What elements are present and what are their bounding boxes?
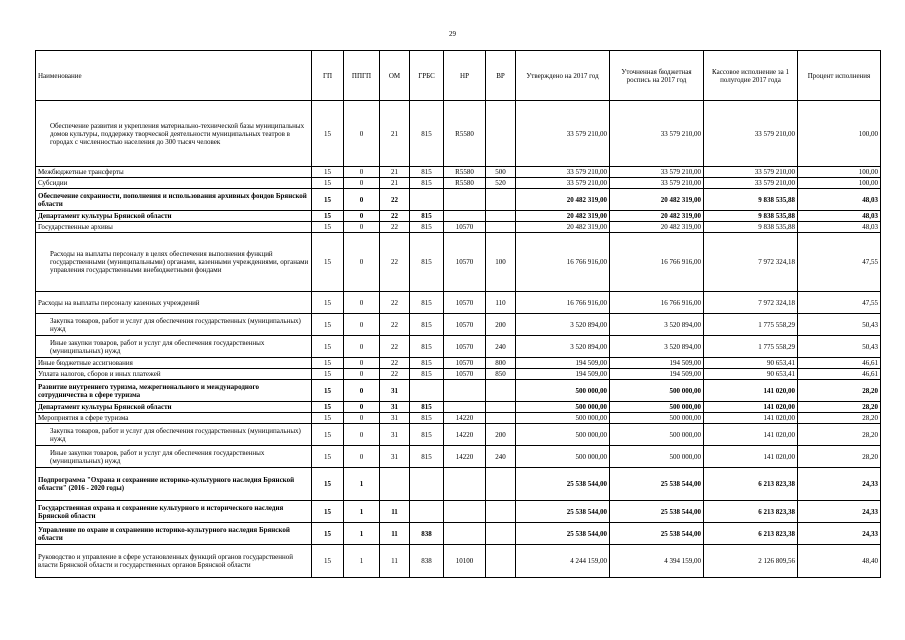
- cell-cash: 9 838 535,88: [704, 222, 798, 233]
- cell-cash: 33 579 210,00: [704, 101, 798, 167]
- cell-ppgp: 0: [344, 369, 380, 380]
- cell-ppgp: 1: [344, 468, 380, 501]
- table-row: [36, 402, 881, 413]
- cell-refined: 194 509,00: [610, 369, 704, 380]
- cell-nr: 10570: [444, 369, 486, 380]
- table-row: [36, 211, 881, 222]
- table-row: [36, 468, 881, 501]
- cell-grbs: 815: [410, 167, 444, 178]
- cell-gp: 15: [312, 292, 344, 314]
- cell-vr: [486, 101, 516, 167]
- cell-gp: 15: [312, 314, 344, 336]
- cell-percent: 47,55: [798, 292, 881, 314]
- cell-nr: R5580: [444, 167, 486, 178]
- cell-name: Управление по охране и сохранению историко-культурного наследия Брянской области: [36, 523, 312, 545]
- cell-om: 22: [380, 336, 410, 358]
- cell-name: Закупка товаров, работ и услуг для обеспечения государственных (муниципальных) нужд: [36, 424, 312, 446]
- cell-nr: R5580: [444, 178, 486, 189]
- cell-gp: 15: [312, 402, 344, 413]
- cell-vr: [486, 501, 516, 523]
- cell-refined: 25 538 544,00: [610, 501, 704, 523]
- header-vr: ВР: [486, 51, 516, 101]
- cell-refined: 500 000,00: [610, 380, 704, 402]
- cell-vr: [486, 402, 516, 413]
- header-gp: ГП: [312, 51, 344, 101]
- cell-percent: 28,20: [798, 446, 881, 468]
- cell-refined: 500 000,00: [610, 413, 704, 424]
- cell-nr: 10570: [444, 358, 486, 369]
- cell-refined: 500 000,00: [610, 402, 704, 413]
- cell-cash: 6 213 823,38: [704, 501, 798, 523]
- cell-name: Обеспечение развития и укрепления материально-технической базы муниципальных домов культуры, поддержку творческой деятельности муниципальных театров в городах с численностью населения до 300 тысяч человек: [36, 101, 312, 167]
- cell-grbs: 815: [410, 222, 444, 233]
- cell-grbs: 815: [410, 402, 444, 413]
- header-name: Наименование: [36, 51, 312, 101]
- cell-cash: 6 213 823,38: [704, 468, 798, 501]
- cell-approved: 500 000,00: [516, 446, 610, 468]
- cell-grbs: 838: [410, 545, 444, 578]
- cell-percent: 24,33: [798, 501, 881, 523]
- cell-refined: 20 482 319,00: [610, 222, 704, 233]
- table-row: [36, 314, 881, 336]
- header-approved: Утверждено на 2017 год: [516, 51, 610, 101]
- cell-om: 21: [380, 178, 410, 189]
- cell-ppgp: 0: [344, 336, 380, 358]
- cell-nr: [444, 380, 486, 402]
- cell-nr: 10570: [444, 336, 486, 358]
- cell-om: 11: [380, 523, 410, 545]
- cell-om: 22: [380, 358, 410, 369]
- cell-om: 11: [380, 501, 410, 523]
- cell-nr: [444, 501, 486, 523]
- cell-gp: 15: [312, 336, 344, 358]
- cell-cash: 141 020,00: [704, 424, 798, 446]
- cell-name: Иные бюджетные ассигнования: [36, 358, 312, 369]
- cell-cash: 33 579 210,00: [704, 167, 798, 178]
- cell-name: Уплата налогов, сборов и иных платежей: [36, 369, 312, 380]
- cell-grbs: 815: [410, 178, 444, 189]
- cell-name: Подпрограмма "Охрана и сохранение историко-культурного наследия Брянской области" (2016 - 2020 годы): [36, 468, 312, 501]
- table-row: [36, 446, 881, 468]
- cell-name: Межбюджетные трансферты: [36, 167, 312, 178]
- cell-om: 22: [380, 369, 410, 380]
- cell-refined: 33 579 210,00: [610, 167, 704, 178]
- cell-ppgp: 0: [344, 413, 380, 424]
- cell-name: Государственная охрана и сохранение культурного и исторического наследия Брянской области: [36, 501, 312, 523]
- cell-vr: [486, 211, 516, 222]
- cell-approved: 16 766 916,00: [516, 233, 610, 292]
- cell-percent: 100,00: [798, 101, 881, 167]
- cell-cash: 7 972 324,18: [704, 233, 798, 292]
- cell-cash: 141 020,00: [704, 402, 798, 413]
- cell-gp: 15: [312, 233, 344, 292]
- cell-cash: 2 126 809,56: [704, 545, 798, 578]
- cell-gp: 15: [312, 468, 344, 501]
- cell-nr: 10100: [444, 545, 486, 578]
- cell-gp: 15: [312, 211, 344, 222]
- cell-grbs: 815: [410, 314, 444, 336]
- cell-approved: 3 520 894,00: [516, 336, 610, 358]
- cell-nr: 10570: [444, 292, 486, 314]
- header-om: ОМ: [380, 51, 410, 101]
- table-row: [36, 545, 881, 578]
- cell-om: 22: [380, 211, 410, 222]
- cell-om: 21: [380, 101, 410, 167]
- cell-vr: 850: [486, 369, 516, 380]
- cell-grbs: [410, 468, 444, 501]
- table-row: [36, 336, 881, 358]
- cell-refined: 500 000,00: [610, 424, 704, 446]
- table-row: [36, 167, 881, 178]
- cell-name: Обеспечение сохранности, пополнения и использования архивных фондов Брянской области: [36, 189, 312, 211]
- cell-om: 22: [380, 222, 410, 233]
- cell-ppgp: 1: [344, 523, 380, 545]
- cell-ppgp: 0: [344, 446, 380, 468]
- table-row: [36, 101, 881, 167]
- cell-approved: 20 482 319,00: [516, 211, 610, 222]
- cell-nr: 14220: [444, 413, 486, 424]
- header-refined: Уточненная бюджетная роспись на 2017 год: [610, 51, 704, 101]
- cell-grbs: 815: [410, 413, 444, 424]
- cell-grbs: 815: [410, 446, 444, 468]
- cell-percent: 48,03: [798, 222, 881, 233]
- cell-refined: 4 394 159,00: [610, 545, 704, 578]
- cell-name: Субсидии: [36, 178, 312, 189]
- cell-gp: 15: [312, 358, 344, 369]
- cell-approved: 33 579 210,00: [516, 167, 610, 178]
- cell-nr: [444, 468, 486, 501]
- cell-ppgp: 0: [344, 101, 380, 167]
- cell-vr: 520: [486, 178, 516, 189]
- cell-vr: [486, 380, 516, 402]
- cell-grbs: 838: [410, 523, 444, 545]
- cell-approved: 33 579 210,00: [516, 101, 610, 167]
- cell-percent: 28,20: [798, 413, 881, 424]
- cell-cash: 33 579 210,00: [704, 178, 798, 189]
- cell-gp: 15: [312, 189, 344, 211]
- cell-ppgp: 0: [344, 211, 380, 222]
- cell-gp: 15: [312, 369, 344, 380]
- cell-om: 21: [380, 167, 410, 178]
- table-row: [36, 189, 881, 211]
- cell-cash: 7 972 324,18: [704, 292, 798, 314]
- cell-vr: [486, 413, 516, 424]
- cell-nr: [444, 211, 486, 222]
- cell-ppgp: 0: [344, 424, 380, 446]
- page-number: 29: [449, 30, 456, 38]
- cell-om: [380, 468, 410, 501]
- cell-refined: 20 482 319,00: [610, 211, 704, 222]
- cell-percent: 48,40: [798, 545, 881, 578]
- cell-approved: 194 509,00: [516, 369, 610, 380]
- cell-nr: [444, 189, 486, 211]
- cell-nr: 10570: [444, 233, 486, 292]
- cell-refined: 500 000,00: [610, 446, 704, 468]
- cell-percent: 46,61: [798, 369, 881, 380]
- cell-nr: 10570: [444, 314, 486, 336]
- cell-approved: 3 520 894,00: [516, 314, 610, 336]
- cell-cash: 141 020,00: [704, 446, 798, 468]
- cell-ppgp: 0: [344, 380, 380, 402]
- cell-percent: 48,03: [798, 211, 881, 222]
- table-row: [36, 369, 881, 380]
- cell-vr: 110: [486, 292, 516, 314]
- cell-percent: 48,03: [798, 189, 881, 211]
- cell-grbs: 815: [410, 101, 444, 167]
- cell-cash: 9 838 535,88: [704, 189, 798, 211]
- header-grbs: ГРБС: [410, 51, 444, 101]
- cell-ppgp: 0: [344, 167, 380, 178]
- cell-refined: 16 766 916,00: [610, 233, 704, 292]
- cell-om: 22: [380, 314, 410, 336]
- cell-gp: 15: [312, 167, 344, 178]
- cell-gp: 15: [312, 501, 344, 523]
- cell-vr: 240: [486, 336, 516, 358]
- cell-gp: 15: [312, 446, 344, 468]
- cell-cash: 90 653,41: [704, 358, 798, 369]
- cell-om: 31: [380, 402, 410, 413]
- header-percent: Процент исполнения: [798, 51, 881, 101]
- table-body: [36, 101, 881, 578]
- table-row: [36, 233, 881, 292]
- cell-refined: 33 579 210,00: [610, 101, 704, 167]
- cell-ppgp: 0: [344, 402, 380, 413]
- cell-refined: 25 538 544,00: [610, 468, 704, 501]
- cell-nr: R5580: [444, 101, 486, 167]
- cell-grbs: 815: [410, 424, 444, 446]
- cell-cash: 1 775 558,29: [704, 314, 798, 336]
- cell-percent: 28,20: [798, 424, 881, 446]
- cell-name: Расходы на выплаты персоналу казенных учреждений: [36, 292, 312, 314]
- cell-approved: 4 244 159,00: [516, 545, 610, 578]
- cell-name: Иные закупки товаров, работ и услуг для обеспечения государственных (муниципальных) нужд: [36, 336, 312, 358]
- table-row: [36, 501, 881, 523]
- cell-approved: 194 509,00: [516, 358, 610, 369]
- cell-cash: 1 775 558,29: [704, 336, 798, 358]
- cell-approved: 25 538 544,00: [516, 523, 610, 545]
- cell-name: Департамент культуры Брянской области: [36, 402, 312, 413]
- header-cash: Кассовое исполнение за 1 полугодие 2017 года: [704, 51, 798, 101]
- cell-approved: 25 538 544,00: [516, 468, 610, 501]
- cell-approved: 500 000,00: [516, 402, 610, 413]
- cell-name: Закупка товаров, работ и услуг для обеспечения государственных (муниципальных) нужд: [36, 314, 312, 336]
- cell-grbs: 815: [410, 336, 444, 358]
- cell-vr: 200: [486, 314, 516, 336]
- cell-grbs: 815: [410, 369, 444, 380]
- cell-om: 22: [380, 233, 410, 292]
- table-row: [36, 358, 881, 369]
- cell-refined: 3 520 894,00: [610, 336, 704, 358]
- cell-approved: 33 579 210,00: [516, 178, 610, 189]
- cell-vr: 200: [486, 424, 516, 446]
- table-row: [36, 178, 881, 189]
- cell-ppgp: 1: [344, 545, 380, 578]
- cell-name: Мероприятия в сфере туризма: [36, 413, 312, 424]
- cell-ppgp: 0: [344, 189, 380, 211]
- cell-approved: 25 538 544,00: [516, 501, 610, 523]
- cell-cash: 141 020,00: [704, 380, 798, 402]
- table-row: [36, 523, 881, 545]
- cell-gp: 15: [312, 545, 344, 578]
- cell-gp: 15: [312, 380, 344, 402]
- cell-name: Руководство и управление в сфере установленных функций органов государственной власти Брянской области и государственных органов Брянской области: [36, 545, 312, 578]
- cell-ppgp: 0: [344, 233, 380, 292]
- cell-grbs: [410, 189, 444, 211]
- cell-ppgp: 1: [344, 501, 380, 523]
- cell-om: 22: [380, 292, 410, 314]
- cell-approved: 20 482 319,00: [516, 189, 610, 211]
- cell-nr: 14220: [444, 446, 486, 468]
- cell-vr: [486, 189, 516, 211]
- cell-vr: 100: [486, 233, 516, 292]
- cell-vr: 500: [486, 167, 516, 178]
- cell-om: 31: [380, 446, 410, 468]
- cell-ppgp: 0: [344, 292, 380, 314]
- cell-vr: 240: [486, 446, 516, 468]
- cell-percent: 24,33: [798, 523, 881, 545]
- cell-ppgp: 0: [344, 222, 380, 233]
- table-row: [36, 380, 881, 402]
- cell-cash: 90 653,41: [704, 369, 798, 380]
- cell-approved: 20 482 319,00: [516, 222, 610, 233]
- cell-refined: 33 579 210,00: [610, 178, 704, 189]
- cell-om: 22: [380, 189, 410, 211]
- cell-vr: [486, 468, 516, 501]
- cell-om: 11: [380, 545, 410, 578]
- cell-gp: 15: [312, 222, 344, 233]
- cell-nr: 14220: [444, 424, 486, 446]
- cell-name: Развитие внутреннего туризма, межрегионального и международного сотрудничества в сфере туризма: [36, 380, 312, 402]
- cell-gp: 15: [312, 424, 344, 446]
- table-row: [36, 292, 881, 314]
- cell-ppgp: 0: [344, 178, 380, 189]
- cell-om: 31: [380, 424, 410, 446]
- cell-gp: 15: [312, 523, 344, 545]
- cell-percent: 50,43: [798, 314, 881, 336]
- cell-cash: 9 838 535,88: [704, 211, 798, 222]
- cell-nr: 10570: [444, 222, 486, 233]
- cell-name: Государственные архивы: [36, 222, 312, 233]
- cell-name: Иные закупки товаров, работ и услуг для обеспечения государственных (муниципальных) нужд: [36, 446, 312, 468]
- cell-grbs: 815: [410, 358, 444, 369]
- cell-approved: 500 000,00: [516, 424, 610, 446]
- cell-refined: 194 509,00: [610, 358, 704, 369]
- cell-gp: 15: [312, 101, 344, 167]
- cell-grbs: 815: [410, 211, 444, 222]
- cell-refined: 16 766 916,00: [610, 292, 704, 314]
- cell-percent: 24,33: [798, 468, 881, 501]
- cell-name: Расходы на выплаты персоналу в целях обеспечения выполнения функций государственными (муниципальными) органами, казенными учреждениями, органами управления государственными внебюджетными фондами: [36, 233, 312, 292]
- cell-grbs: [410, 501, 444, 523]
- cell-approved: 500 000,00: [516, 380, 610, 402]
- cell-vr: [486, 545, 516, 578]
- table-header-row: [36, 51, 881, 101]
- cell-cash: 141 020,00: [704, 413, 798, 424]
- cell-grbs: 815: [410, 292, 444, 314]
- cell-grbs: 815: [410, 233, 444, 292]
- table-row: [36, 424, 881, 446]
- header-ppgp: ППГП: [344, 51, 380, 101]
- cell-refined: 3 520 894,00: [610, 314, 704, 336]
- cell-cash: 6 213 823,38: [704, 523, 798, 545]
- cell-refined: 25 538 544,00: [610, 523, 704, 545]
- budget-table: [35, 50, 881, 578]
- cell-nr: [444, 402, 486, 413]
- cell-percent: 28,20: [798, 402, 881, 413]
- cell-om: 31: [380, 413, 410, 424]
- cell-percent: 28,20: [798, 380, 881, 402]
- header-nr: НР: [444, 51, 486, 101]
- cell-gp: 15: [312, 413, 344, 424]
- cell-nr: [444, 523, 486, 545]
- table-row: [36, 413, 881, 424]
- cell-gp: 15: [312, 178, 344, 189]
- cell-vr: 800: [486, 358, 516, 369]
- cell-percent: 100,00: [798, 167, 881, 178]
- cell-approved: 16 766 916,00: [516, 292, 610, 314]
- cell-ppgp: 0: [344, 358, 380, 369]
- table-row: [36, 222, 881, 233]
- cell-ppgp: 0: [344, 314, 380, 336]
- cell-percent: 47,55: [798, 233, 881, 292]
- cell-refined: 20 482 319,00: [610, 189, 704, 211]
- cell-approved: 500 000,00: [516, 413, 610, 424]
- cell-percent: 46,61: [798, 358, 881, 369]
- cell-percent: 100,00: [798, 178, 881, 189]
- cell-percent: 50,43: [798, 336, 881, 358]
- cell-om: 31: [380, 380, 410, 402]
- cell-grbs: [410, 380, 444, 402]
- cell-vr: [486, 523, 516, 545]
- cell-name: Департамент культуры Брянской области: [36, 211, 312, 222]
- cell-vr: [486, 222, 516, 233]
